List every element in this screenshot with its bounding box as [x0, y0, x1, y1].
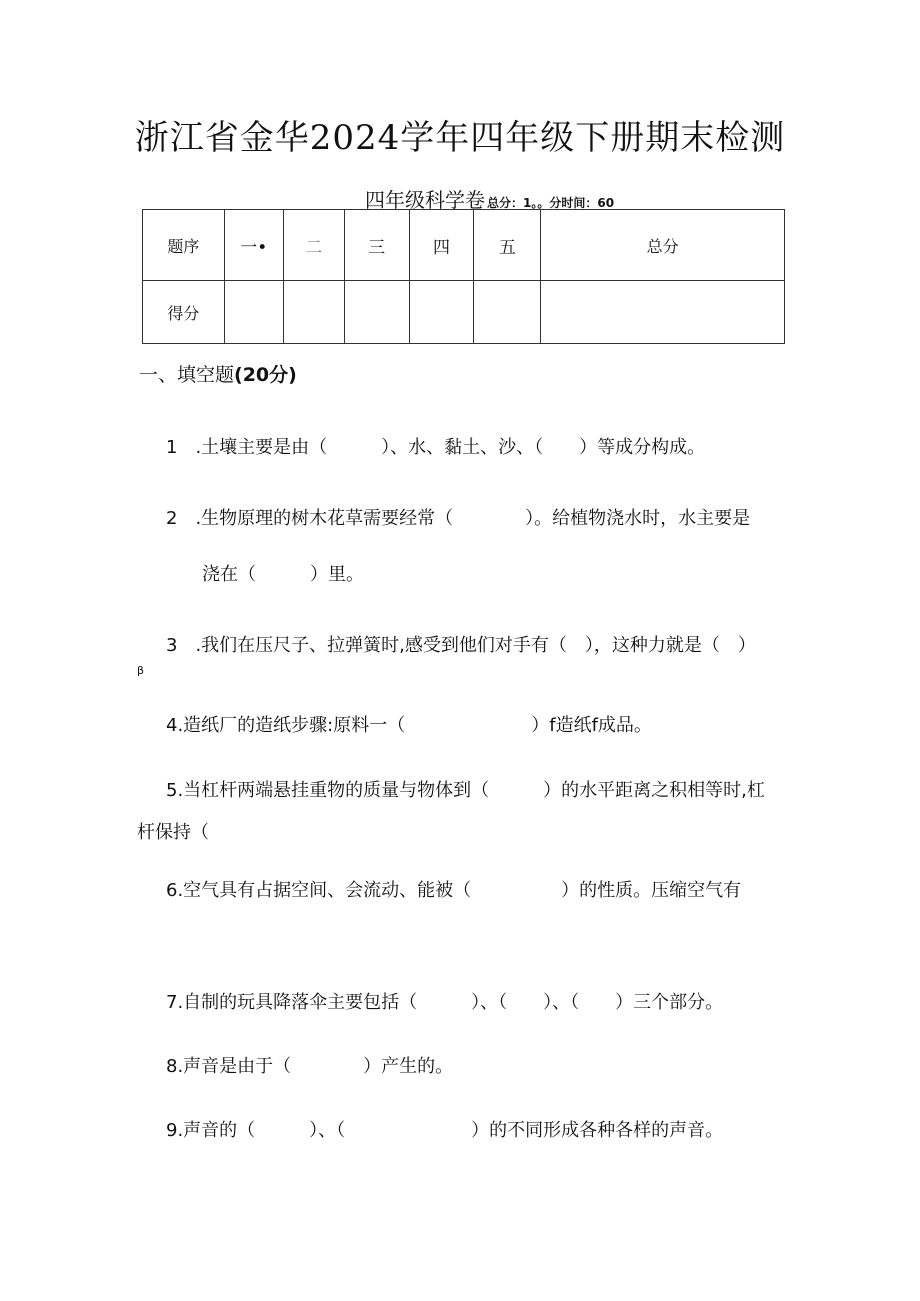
column-header-total: 总分: [541, 210, 785, 281]
question-9: 9.声音的（ ）、（ ）的不同形成各种各样的声音。: [166, 1120, 724, 1141]
section-title: [139, 360, 297, 387]
score-table-score-row: [143, 281, 785, 344]
question-2-line-1: 2 .生物原理的树木花草需要经常（ ）。给植物浇水时，水主要是: [166, 508, 751, 529]
section-score: (20分): [234, 364, 297, 386]
question-2-line-2: 浇在（ ）里。: [202, 564, 364, 585]
score-cell-4: [409, 281, 474, 344]
row-label-score: 得分: [143, 281, 225, 344]
score-table-header-row: [143, 210, 785, 281]
score-cell-1: [224, 281, 283, 344]
subtitle-text: 四年级科学卷: [365, 188, 485, 212]
score-cell-total: [541, 281, 785, 344]
question-3-mark: β: [137, 664, 145, 677]
column-header-4: 四: [409, 210, 474, 281]
question-8: 8.声音是由于（ ）产生的。: [166, 1056, 454, 1077]
score-cell-2: [283, 281, 344, 344]
row-label-question-number: 题序: [143, 210, 225, 281]
question-4: 4.造纸厂的造纸步骤:原料一（ ）f造纸f成品。: [166, 715, 652, 736]
question-5-line-2: 杆保持（: [137, 822, 209, 843]
question-5-line-1: 5.当杠杆两端悬挂重物的质量与物体到（ ）的水平距离之积相等时,杠: [166, 780, 765, 801]
column-header-2: 二: [283, 210, 344, 281]
column-header-3: 三: [344, 210, 409, 281]
column-header-5: 五: [474, 210, 541, 281]
question-3: 3 .我们在压尺子、拉弹簧时,感受到他们对手有（ ），这种力就是（ ）: [166, 635, 756, 656]
score-table: [142, 209, 785, 344]
question-6: 6.空气具有占据空间、会流动、能被（ ）的性质。压缩空气有: [166, 880, 742, 901]
page-title: 浙江省金华2024学年四年级下册期末检测: [134, 118, 786, 158]
question-7: 7.自制的玩具降落伞主要包括（ ）、（ ）、（ ）三个部分。: [166, 992, 724, 1013]
section-title-text: 一、填空题: [139, 364, 235, 386]
score-cell-3: [344, 281, 409, 344]
exam-meta: 总分：1。。分时间：60: [487, 196, 615, 210]
score-cell-5: [474, 281, 541, 344]
column-header-1: 一•: [224, 210, 283, 281]
question-1: 1 .土壤主要是由（ ）、水、黏土、沙、（ ）等成分构成。: [166, 437, 706, 458]
